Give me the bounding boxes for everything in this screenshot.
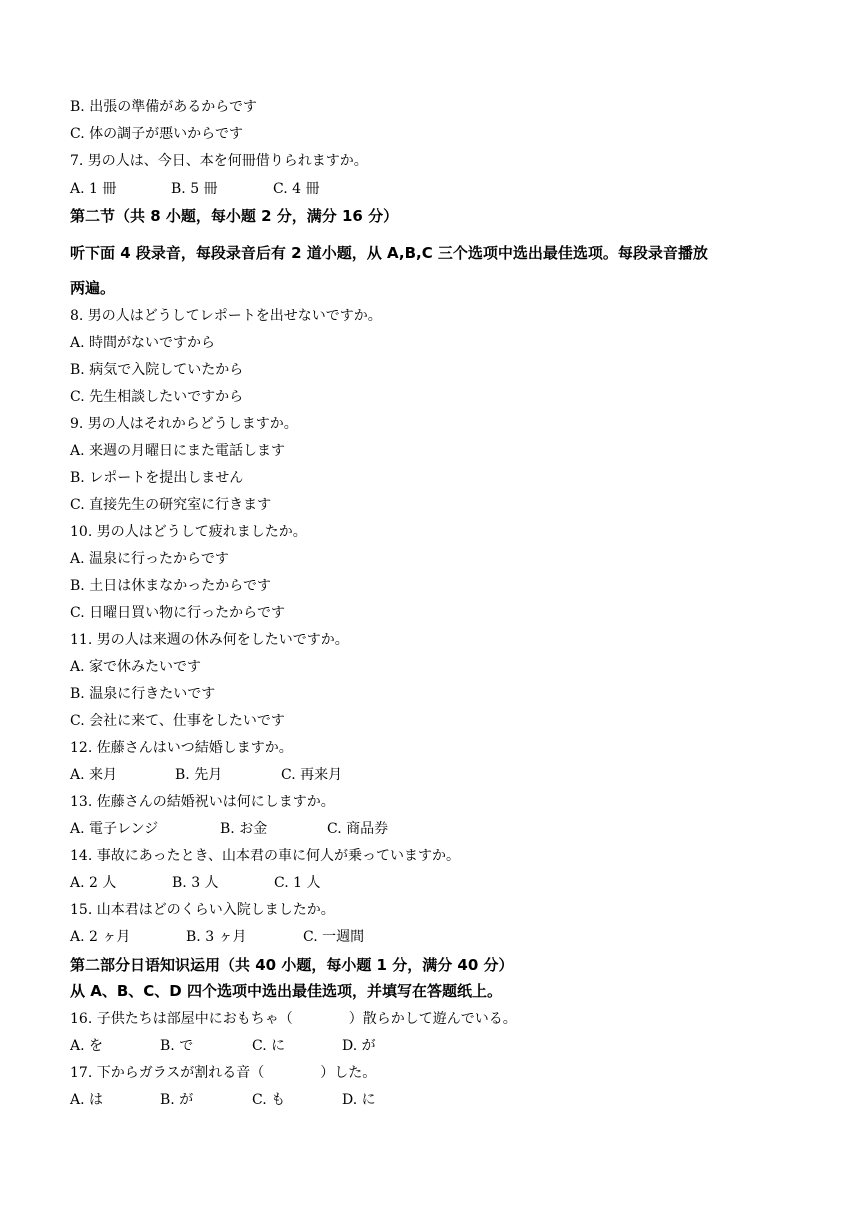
q11-option-a: A. 家で休みたいです bbox=[70, 659, 202, 675]
question-17: 17. 下からガラスが割れる音（ ）した。 bbox=[70, 1065, 377, 1081]
q15-option-a: A. 2 ヶ月 bbox=[70, 929, 131, 945]
q8-option-a: A. 時間がないですから bbox=[70, 335, 216, 351]
q16-option-a: A. を bbox=[70, 1038, 104, 1054]
question-9: 9. 男の人はそれからどうしますか。 bbox=[70, 416, 298, 432]
question-8: 8. 男の人はどうしてレポートを出せないですか。 bbox=[70, 308, 382, 324]
q16-option-c: C. に bbox=[252, 1038, 286, 1054]
q13-options bbox=[70, 820, 388, 838]
q12-option-a: A. 来月 bbox=[70, 767, 118, 783]
part-2-instructions: 从 A、B、C、D 四个选项中选出最佳选项，并填写在答题纸上。 bbox=[70, 982, 502, 1000]
q9-option-a: A. 来週の月曜日にまた電話します bbox=[70, 443, 286, 459]
part-2-heading: 第二部分日语知识运用（共 40 小题，每小题 1 分，满分 40 分） bbox=[70, 956, 514, 974]
q14-option-c: C. 1 人 bbox=[274, 875, 321, 891]
question-14: 14. 事故にあったとき、山本君の車に何人が乗っていますか。 bbox=[70, 848, 461, 864]
q7-option-c: C. 4 冊 bbox=[273, 181, 320, 197]
q6-option-c: C. 体の調子が悪いからです bbox=[70, 126, 243, 142]
q7-option-b: B. 5 冊 bbox=[171, 181, 218, 197]
q12-options bbox=[70, 766, 342, 784]
q17-options bbox=[70, 1091, 376, 1109]
q11-option-b: B. 温泉に行きたいです bbox=[70, 686, 216, 702]
q16-option-d: D. が bbox=[342, 1038, 376, 1054]
q10-option-b: B. 土日は休まなかったからです bbox=[70, 578, 272, 594]
question-15: 15. 山本君はどのくらい入院しましたか。 bbox=[70, 902, 335, 918]
q13-option-c: C. 商品券 bbox=[327, 821, 389, 837]
q9-option-c: C. 直接先生の研究室に行きます bbox=[70, 497, 272, 513]
q16-options bbox=[70, 1037, 376, 1055]
q8-option-b: B. 病気で入院していたから bbox=[70, 362, 244, 378]
q11-option-c: C. 会社に来て、仕事をしたいです bbox=[70, 713, 285, 729]
section-2-instructions-1: 听下面 4 段录音，每段录音后有 2 道小题，从 A,B,C 三个选项中选出最佳选项。每段录音播放 bbox=[70, 244, 708, 262]
section-2-instructions-2: 两遍。 bbox=[70, 279, 116, 297]
question-11: 11. 男の人は来週の休み何をしたいですか。 bbox=[70, 632, 349, 648]
q13-option-a: A. 電子レンジ bbox=[70, 821, 159, 837]
question-7: 7. 男の人は、今日、本を何冊借りられますか。 bbox=[70, 153, 368, 169]
q13-option-b: B. お金 bbox=[220, 821, 268, 837]
question-13: 13. 佐藤さんの結婚祝いは何にしますか。 bbox=[70, 794, 335, 810]
q8-option-c: C. 先生相談したいですから bbox=[70, 389, 244, 405]
section-2-heading: 第二节（共 8 小题，每小题 2 分，满分 16 分） bbox=[70, 207, 399, 225]
question-12: 12. 佐藤さんはいつ結婚しますか。 bbox=[70, 740, 293, 756]
question-10: 10. 男の人はどうして疲れましたか。 bbox=[70, 524, 307, 540]
q15-option-b: B. 3 ヶ月 bbox=[186, 929, 247, 945]
q12-option-b: B. 先月 bbox=[175, 767, 223, 783]
q14-option-b: B. 3 人 bbox=[172, 875, 219, 891]
q14-options bbox=[70, 874, 320, 892]
q7-options bbox=[70, 180, 319, 198]
q17-option-c: C. も bbox=[252, 1092, 286, 1108]
q15-option-c: C. 一週間 bbox=[303, 929, 365, 945]
q7-option-a: A. 1 冊 bbox=[70, 181, 117, 197]
q9-option-b: B. レポートを提出しません bbox=[70, 470, 244, 486]
question-16: 16. 子供たちは部屋中におもちゃ（ ）散らかして遊んでいる。 bbox=[70, 1011, 517, 1027]
q15-options bbox=[70, 928, 364, 946]
q12-option-c: C. 再来月 bbox=[281, 767, 343, 783]
q16-option-b: B. で bbox=[160, 1038, 194, 1054]
q14-option-a: A. 2 人 bbox=[70, 875, 117, 891]
q10-option-c: C. 日曜日買い物に行ったからです bbox=[70, 605, 285, 621]
q17-option-a: A. は bbox=[70, 1092, 104, 1108]
q17-option-d: D. に bbox=[342, 1092, 376, 1108]
q6-option-b: B. 出張の準備があるからです bbox=[70, 99, 258, 115]
q17-option-b: B. が bbox=[160, 1092, 194, 1108]
q10-option-a: A. 温泉に行ったからです bbox=[70, 551, 229, 567]
